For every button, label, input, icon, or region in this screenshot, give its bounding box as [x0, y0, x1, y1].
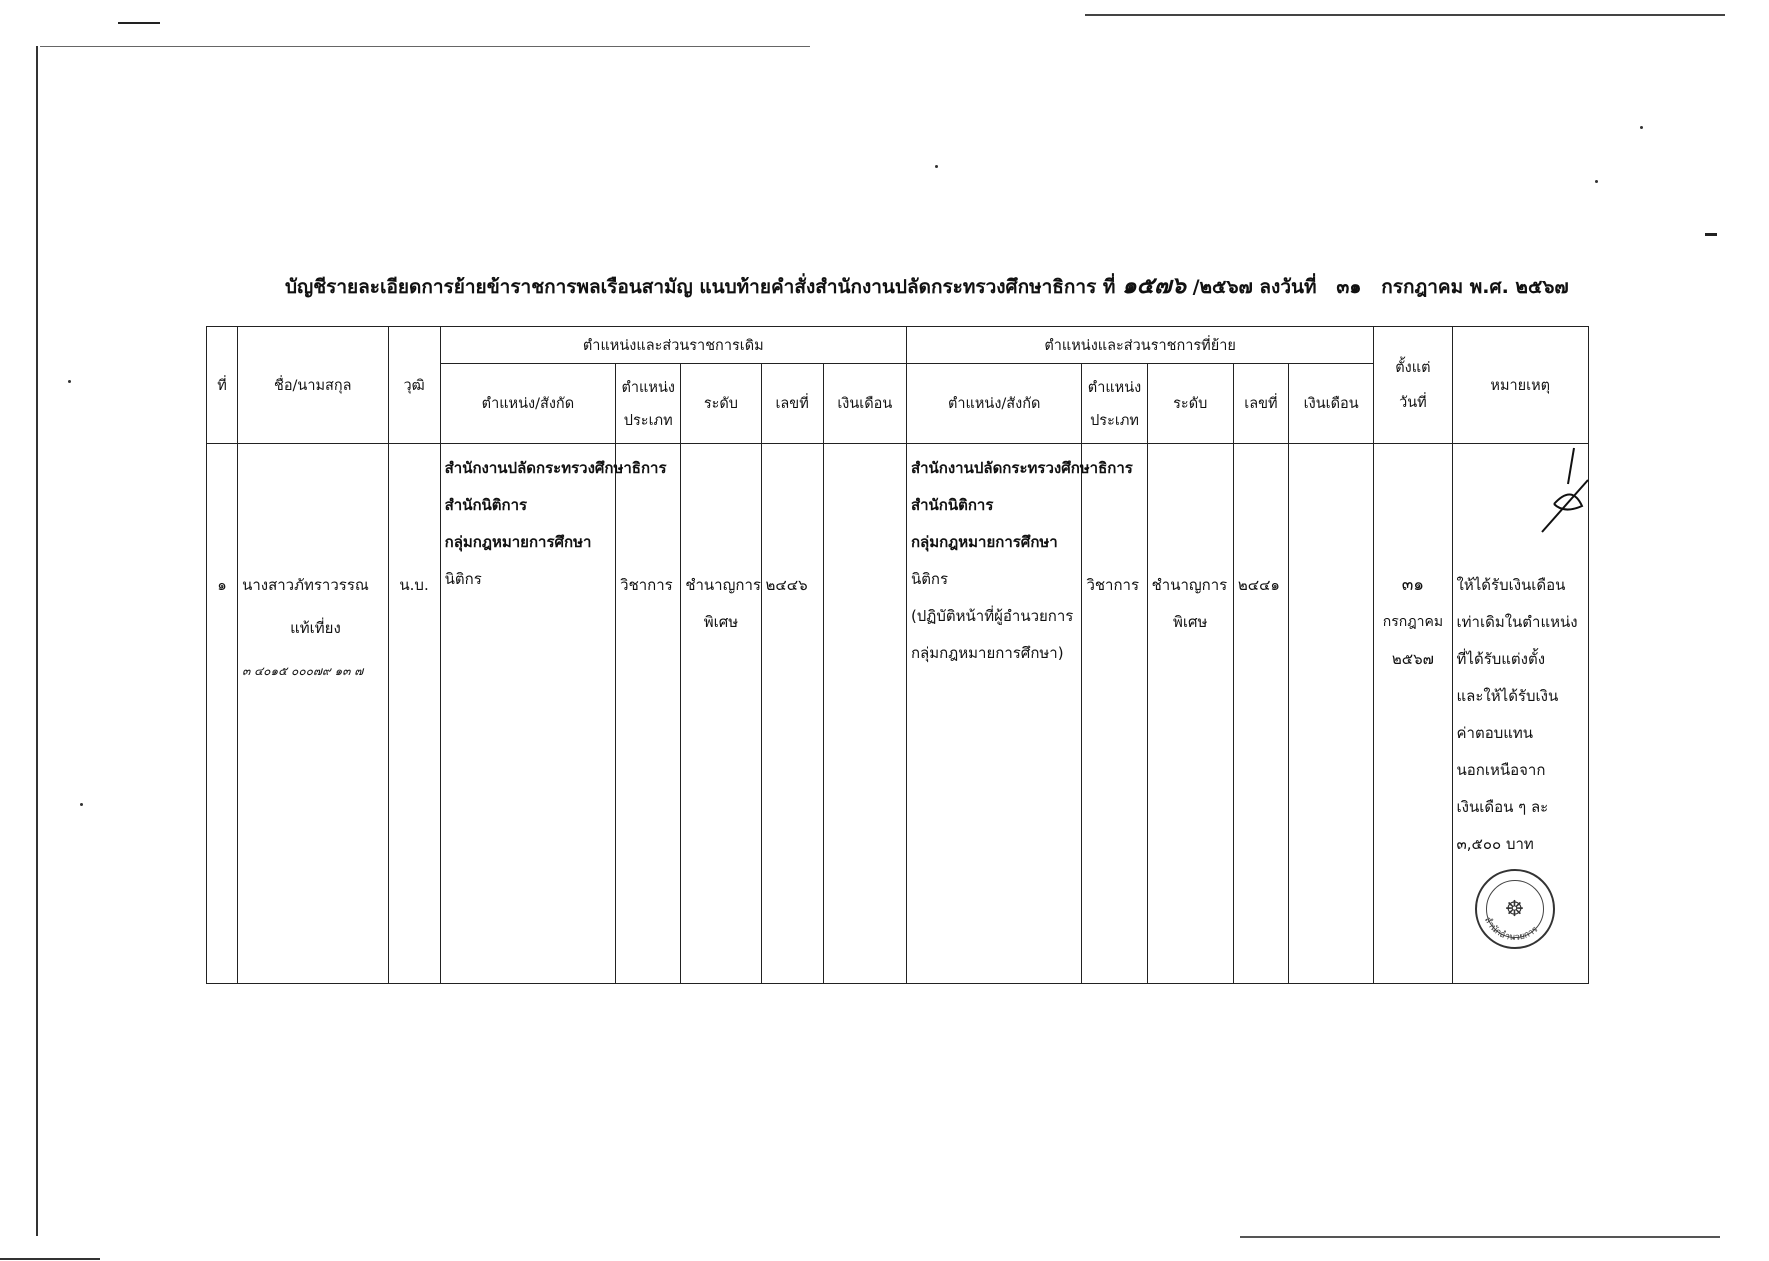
- person-name: นางสาวภัทราวรรณ: [242, 576, 369, 594]
- header-old-type: [616, 364, 681, 444]
- header-no: ที่: [207, 327, 238, 444]
- new-position-title: นิติกร: [910, 570, 949, 588]
- header-new-type-line1: ตำแหน่ง: [1087, 379, 1142, 396]
- person-surname: แท้เที่ยง: [290, 619, 341, 637]
- header-effective: [1374, 327, 1452, 444]
- title-year: /๒๕๖๗ ลงวันที่: [1192, 276, 1317, 298]
- seal-text: สำนักอำนวยการ: [1481, 915, 1540, 943]
- old-salary: [824, 444, 906, 450]
- cell-new-salary: [1289, 444, 1374, 984]
- title-day: ๓๑: [1336, 276, 1362, 298]
- remark-line: ให้ได้รับเงินเดือน: [1456, 576, 1566, 594]
- signature-mark: [1502, 444, 1592, 534]
- table-row: [207, 444, 1589, 984]
- header-effective-line2: วันที่: [1399, 395, 1427, 411]
- new-org-bureau: สำนักนิติการ: [910, 496, 994, 514]
- remark-line: เท่าเดิมในตำแหน่ง: [1456, 613, 1578, 631]
- header-old-group: ตำแหน่งและส่วนราชการเดิม: [440, 327, 906, 364]
- effective-year: ๒๕๖๗: [1391, 650, 1434, 668]
- new-position-number: ๒๔๔๑: [1237, 576, 1280, 594]
- header-old-salary: เงินเดือน: [823, 364, 906, 444]
- remark-line: ค่าตอบแทน: [1456, 724, 1534, 742]
- new-acting-note-line1: (ปฏิบัติหน้าที่ผู้อำนวยการ: [910, 607, 1074, 625]
- cell-new-type: [1082, 444, 1147, 984]
- remark-line: ที่ได้รับแต่งตั้ง: [1456, 650, 1546, 668]
- cell-old-number: [761, 444, 823, 984]
- header-new-level: ระดับ: [1147, 364, 1233, 444]
- old-level-line2: พิเศษ: [703, 613, 739, 631]
- scan-speck: [68, 380, 71, 383]
- effective-month: กรกฎาคม: [1382, 614, 1444, 630]
- remark-line: เงินเดือน ๆ ละ: [1456, 798, 1549, 816]
- old-org-ministry: สำนักงานปลัดกระทรวงศึกษาธิการ: [444, 459, 667, 477]
- header-degree: วุฒิ: [388, 327, 440, 444]
- cell-new-level: [1147, 444, 1233, 984]
- header-old-number: เลขที่: [761, 364, 823, 444]
- scan-speck: [935, 165, 938, 168]
- header-old-position: ตำแหน่ง/สังกัด: [440, 364, 616, 444]
- old-org-bureau: สำนักนิติการ: [444, 496, 528, 514]
- new-org-group: กลุ่มกฎหมายการศึกษา: [910, 533, 1058, 551]
- header-old-type-line1: ตำแหน่ง: [621, 379, 675, 396]
- scan-speck: [1640, 126, 1643, 129]
- scan-border-left: [36, 46, 38, 1236]
- new-salary: [1289, 444, 1373, 450]
- scan-speck: [1595, 180, 1598, 183]
- header-new-salary: เงินเดือน: [1289, 364, 1374, 444]
- scan-speck: [80, 803, 83, 806]
- garuda-emblem-icon: ☸: [1486, 880, 1544, 938]
- svg-text:สำนักอำนวยการ: [1482, 915, 1540, 943]
- remark-line: นอกเหนือจาก: [1456, 761, 1546, 779]
- new-acting-note-line2: กลุ่มกฎหมายการศึกษา): [910, 644, 1064, 662]
- new-position-type: วิชาการ: [1086, 576, 1140, 594]
- scan-mark-bottom: [0, 1258, 100, 1260]
- official-seal: [1475, 869, 1555, 949]
- header-old-type-line2: ประเภท: [623, 412, 673, 429]
- header-new-position: ตำแหน่ง/สังกัด: [906, 364, 1082, 444]
- cell-degree: [388, 444, 440, 984]
- cell-no: [207, 444, 238, 984]
- new-level-line2: พิเศษ: [1173, 613, 1208, 631]
- header-name: ชื่อ/นามสกุล: [238, 327, 388, 444]
- header-new-group: ตำแหน่งและส่วนราชการที่ย้าย: [906, 327, 1373, 364]
- person-id-number: ๓ ๔๐๑๕ ๐๐๐๗๙ ๑๓ ๗: [242, 664, 364, 678]
- scan-speck: [1705, 233, 1717, 236]
- title-prefix: บัญชีรายละเอียดการย้ายข้าราชการพลเรือนสามัญ แนบท้ายคำสั่งสำนักงานปลัดกระทรวงศึกษาธิการ ที่: [285, 276, 1116, 298]
- new-level-line1: ชำนาญการ: [1151, 576, 1228, 594]
- cell-new-number: [1233, 444, 1288, 984]
- header-new-type-line2: ประเภท: [1090, 412, 1139, 429]
- scan-border-top-left: [40, 46, 810, 47]
- transfer-table: [206, 326, 1589, 984]
- header-effective-line1: ตั้งแต่: [1395, 360, 1431, 376]
- old-position-number: ๒๔๔๖: [765, 576, 808, 594]
- header-old-level: ระดับ: [681, 364, 761, 444]
- order-number: ๑๕๗๖: [1122, 272, 1186, 299]
- title-month-year: กรกฎาคม พ.ศ. ๒๕๖๗: [1381, 276, 1569, 298]
- seal-ring-text: [1467, 861, 1563, 957]
- scan-mark: [118, 22, 160, 24]
- degree-value: น.บ.: [399, 576, 429, 594]
- header-remarks: หมายเหตุ: [1452, 327, 1588, 444]
- cell-old-salary: [823, 444, 906, 984]
- cell-remarks: [1452, 444, 1588, 984]
- old-level-line1: ชำนาญการ: [685, 576, 761, 594]
- new-org-ministry: สำนักงานปลัดกระทรวงศึกษาธิการ: [910, 459, 1133, 477]
- cell-name: [238, 444, 388, 984]
- old-org-group: กลุ่มกฎหมายการศึกษา: [444, 533, 592, 551]
- old-position-type: วิชาการ: [620, 576, 673, 594]
- cell-old-level: [681, 444, 761, 984]
- remark-line: ๓,๕๐๐ บาท: [1456, 835, 1534, 853]
- old-position-title: นิติกร: [444, 570, 482, 588]
- remark-line: และให้ได้รับเงิน: [1456, 687, 1559, 705]
- document-title: [285, 268, 1569, 304]
- header-row-1: [207, 327, 1589, 364]
- scan-border-top: [1085, 14, 1725, 16]
- scan-border-bottom: [1240, 1236, 1720, 1238]
- cell-effective-date: [1374, 444, 1452, 984]
- header-new-type: [1082, 364, 1147, 444]
- row-number: ๑: [217, 576, 227, 594]
- header-new-number: เลขที่: [1233, 364, 1288, 444]
- cell-old-type: [616, 444, 681, 984]
- effective-day: ๓๑: [1401, 575, 1425, 595]
